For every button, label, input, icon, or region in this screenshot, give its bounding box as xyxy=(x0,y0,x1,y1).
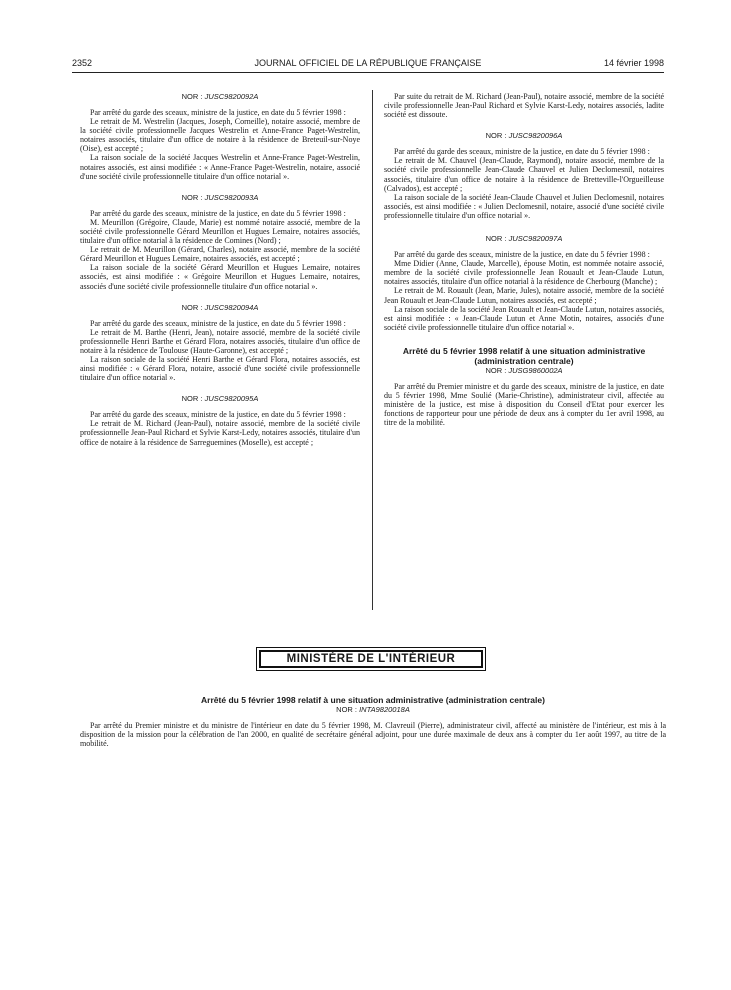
nor-code: JUSC9820094A xyxy=(204,302,259,312)
nor-line xyxy=(80,92,360,102)
ministry-title: MINISTÈRE DE L'INTÉRIEUR xyxy=(259,650,483,668)
nor-line xyxy=(384,366,664,376)
paragraph: Le retrait de M. Rouault (Jean, Marie, Jules), notaire associé, membre de la société Jean Rouault et Jean-Claude Lutun, notaires associés, est accepté ; xyxy=(384,286,664,305)
nor-code: JUSC9820093A xyxy=(204,192,259,202)
decree-section xyxy=(80,92,360,181)
paragraph: La raison sociale de la société Jean Rouault et Jean-Claude Lutun, notaires associés, est ainsi modifiée : « Jean-Claude Lutun et Anne Motin, notaires, associés d'une société civile professionnelle titulaire d'un office notarial ». xyxy=(384,304,664,332)
left-column xyxy=(80,92,360,447)
nor-prefix: NOR : xyxy=(181,302,205,312)
page-number: 2352 xyxy=(72,58,93,68)
right-column xyxy=(384,92,664,427)
arrete-text: Par arrêté du Premier ministre et du ministre de l'intérieur en date du 5 février 1998, M. Clavreuil (Pierre), administrateur civil, affecté au ministère de l'intérieur, est mis à la disposition de la mission pour la célébration de l'an 2000, en qualité de secrétaire général adjoint, pour une durée maximale de deux ans à compter du 1er août 1997, au titre de la mobilité. xyxy=(80,721,666,749)
nor-line xyxy=(80,394,360,404)
nor-line xyxy=(80,303,360,313)
decree-section xyxy=(384,131,664,220)
column-divider xyxy=(372,90,373,610)
nor-line xyxy=(80,193,360,203)
nor-prefix: NOR : xyxy=(336,705,360,714)
paragraph: Par arrêté du garde des sceaux, ministre de la justice, en date du 5 février 1998 : xyxy=(394,147,650,157)
nor-prefix: NOR : xyxy=(181,92,205,101)
paragraph: Par suite du retrait de M. Richard (Jean-Paul), notaire associé, membre de la société civile professionnelle Jean-Paul Richard et Sylvie Karst-Ledy, notaires associés, ladite société est dissoute. xyxy=(384,92,664,120)
arrete-justice xyxy=(384,346,664,427)
decree-section xyxy=(384,234,664,332)
paragraph: Par arrêté du garde des sceaux, ministre de la justice, en date du 5 février 1998 : xyxy=(90,208,346,218)
decree-section xyxy=(80,394,360,446)
paragraph: Le retrait de M. Barthe (Henri, Jean), notaire associé, membre de la société civile professionnelle Henri Barthe et Gérard Flora, notaires associés, titulaire d'un office de notaire à la résidence de Toulouse (Haute-Garonne), est accepté ; xyxy=(80,327,360,355)
nor-prefix: NOR : xyxy=(485,131,509,141)
arrete-title: Arrêté du 5 février 1998 relatif à une situation administrative (administration centrale) xyxy=(201,695,545,705)
nor-prefix: NOR : xyxy=(485,365,509,375)
nor-prefix: NOR : xyxy=(181,192,205,202)
arrete-title: Arrêté du 5 février 1998 relatif à une situation administrative (administration centrale) xyxy=(402,345,646,366)
issue-date: 14 février 1998 xyxy=(603,58,664,68)
paragraph: Par arrêté du garde des sceaux, ministre de la justice, en date du 5 février 1998 : xyxy=(90,318,346,328)
nor-code: JUSC9820096A xyxy=(508,131,563,141)
paragraph: Le retrait de M. Chauvel (Jean-Claude, Raymond), notaire associé, membre de la société civile professionnelle Jean-Claude Chauvel et Julien Declomesnil, notaires associés, titulaire d'un office de notaire à la résidence de Bretteville-l'Orgueilleuse (Calvados), est accepté ; xyxy=(384,156,664,193)
paragraph: Par arrêté du garde des sceaux, ministre de la justice, en date du 5 février 1998 : xyxy=(90,410,346,420)
nor-code: JUSC9820097A xyxy=(508,234,563,244)
nor-code: JUSC9820092A xyxy=(204,92,259,101)
nor-code: INTA9820018A xyxy=(359,705,410,714)
paragraph: Le retrait de M. Westrelin (Jacques, Joseph, Corneille), notaire associé, membre de la société civile professionnelle Jacques Westrelin et Anne-France Paget-Westrelin, notaires associés, titulaire d'un office de notaire à la résidence de Breteuil-sur-Noye (Oise), est accepté ; xyxy=(80,117,360,154)
paragraph: Le retrait de M. Richard (Jean-Paul), notaire associé, membre de la société civile professionnelle Jean-Paul Richard et Sylvie Karst-Ledy, notaires associés, titulaire d'un office de notaire à la résidence de Sarreguemines (Moselle), est accepté ; xyxy=(80,419,360,447)
nor-code: JUSG9860002A xyxy=(508,365,563,375)
paragraph: La raison sociale de la société Jacques Westrelin et Anne-France Paget-Westrelin, notaires associés, est ainsi modifiée : « Anne-France Paget-Westrelin, notaire, associé d'une société civile professionnelle titulaire d'un office notarial ». xyxy=(80,153,360,181)
paragraph: M. Meurillon (Grégoire, Claude, Marie) est nommé notaire associé, membre de la société civile professionnelle Gérard Meurillon et Hugues Lemaire, notaires associés, titulaire d'un office notarial à la résidence de Comines (Nord) ; xyxy=(80,217,360,246)
nor-line xyxy=(384,234,664,244)
nor-prefix: NOR : xyxy=(181,394,205,404)
arrete-interieur xyxy=(80,695,666,748)
decree-section xyxy=(80,193,360,291)
decree-section xyxy=(80,303,360,383)
nor-line xyxy=(384,131,664,141)
paragraph: Par arrêté du garde des sceaux, ministre de la justice, en date du 5 février 1998 : xyxy=(90,108,346,117)
paragraph: Le retrait de M. Meurillon (Gérard, Charles), notaire associé, membre de la société Gérard Meurillon et Hugues Lemaire, notaires associés, est accepté ; xyxy=(80,245,360,264)
nor-prefix: NOR : xyxy=(485,234,509,244)
page-header xyxy=(72,58,664,73)
arrete-text: Par arrêté du Premier ministre et du garde des sceaux, ministre de la justice, en date du 5 février 1998, Mme Soulié (Marie-Christine), administrateur civil, affectée au ministère de la justice, est mise à disposition du Conseil d'Etat pour exercer les fonctions de rapporteur pour une période de deux ans à compter du 1er avril 1998, au titre de la mobilité. xyxy=(384,381,664,428)
paragraph: La raison sociale de la société Gérard Meurillon et Hugues Lemaire, notaires associés, est ainsi modifiée : « Grégoire Meurillon et Hugues Lemaire, notaires, associés d'une société civile professionnelle titulaire d'un office notarial ». xyxy=(80,263,360,291)
nor-line xyxy=(80,705,666,715)
paragraph: La raison sociale de la société Jean-Claude Chauvel et Julien Declomesnil, notaires associés, est ainsi modifiée : « Julien Declomesnil, notaire, associé d'une société civile professionnelle titulaire d'un office notarial ». xyxy=(384,192,664,220)
paragraph: La raison sociale de la société Henri Barthe et Gérard Flora, notaires associés, est ainsi modifiée : « Gérard Flora, notaire, associé d'une société civile professionnelle titulaire d'un office notarial ». xyxy=(80,354,360,383)
paragraph: Mme Didier (Anne, Claude, Marcelle), épouse Motin, est nommée notaire associé, membre de la société civile professionnelle Jean Rouault et Jean-Claude Lutun, notaires associés, titulaire d'un office notarial à la résidence de Cherbourg (Manche) ; xyxy=(384,259,664,287)
right-sections xyxy=(384,131,664,332)
ministry-banner xyxy=(256,647,486,671)
nor-code: JUSC9820095A xyxy=(204,394,259,404)
paragraph: Par arrêté du garde des sceaux, ministre de la justice, en date du 5 février 1998 : xyxy=(394,250,650,260)
journal-title: JOURNAL OFFICIEL DE LA RÉPUBLIQUE FRANÇAISE xyxy=(254,58,482,68)
